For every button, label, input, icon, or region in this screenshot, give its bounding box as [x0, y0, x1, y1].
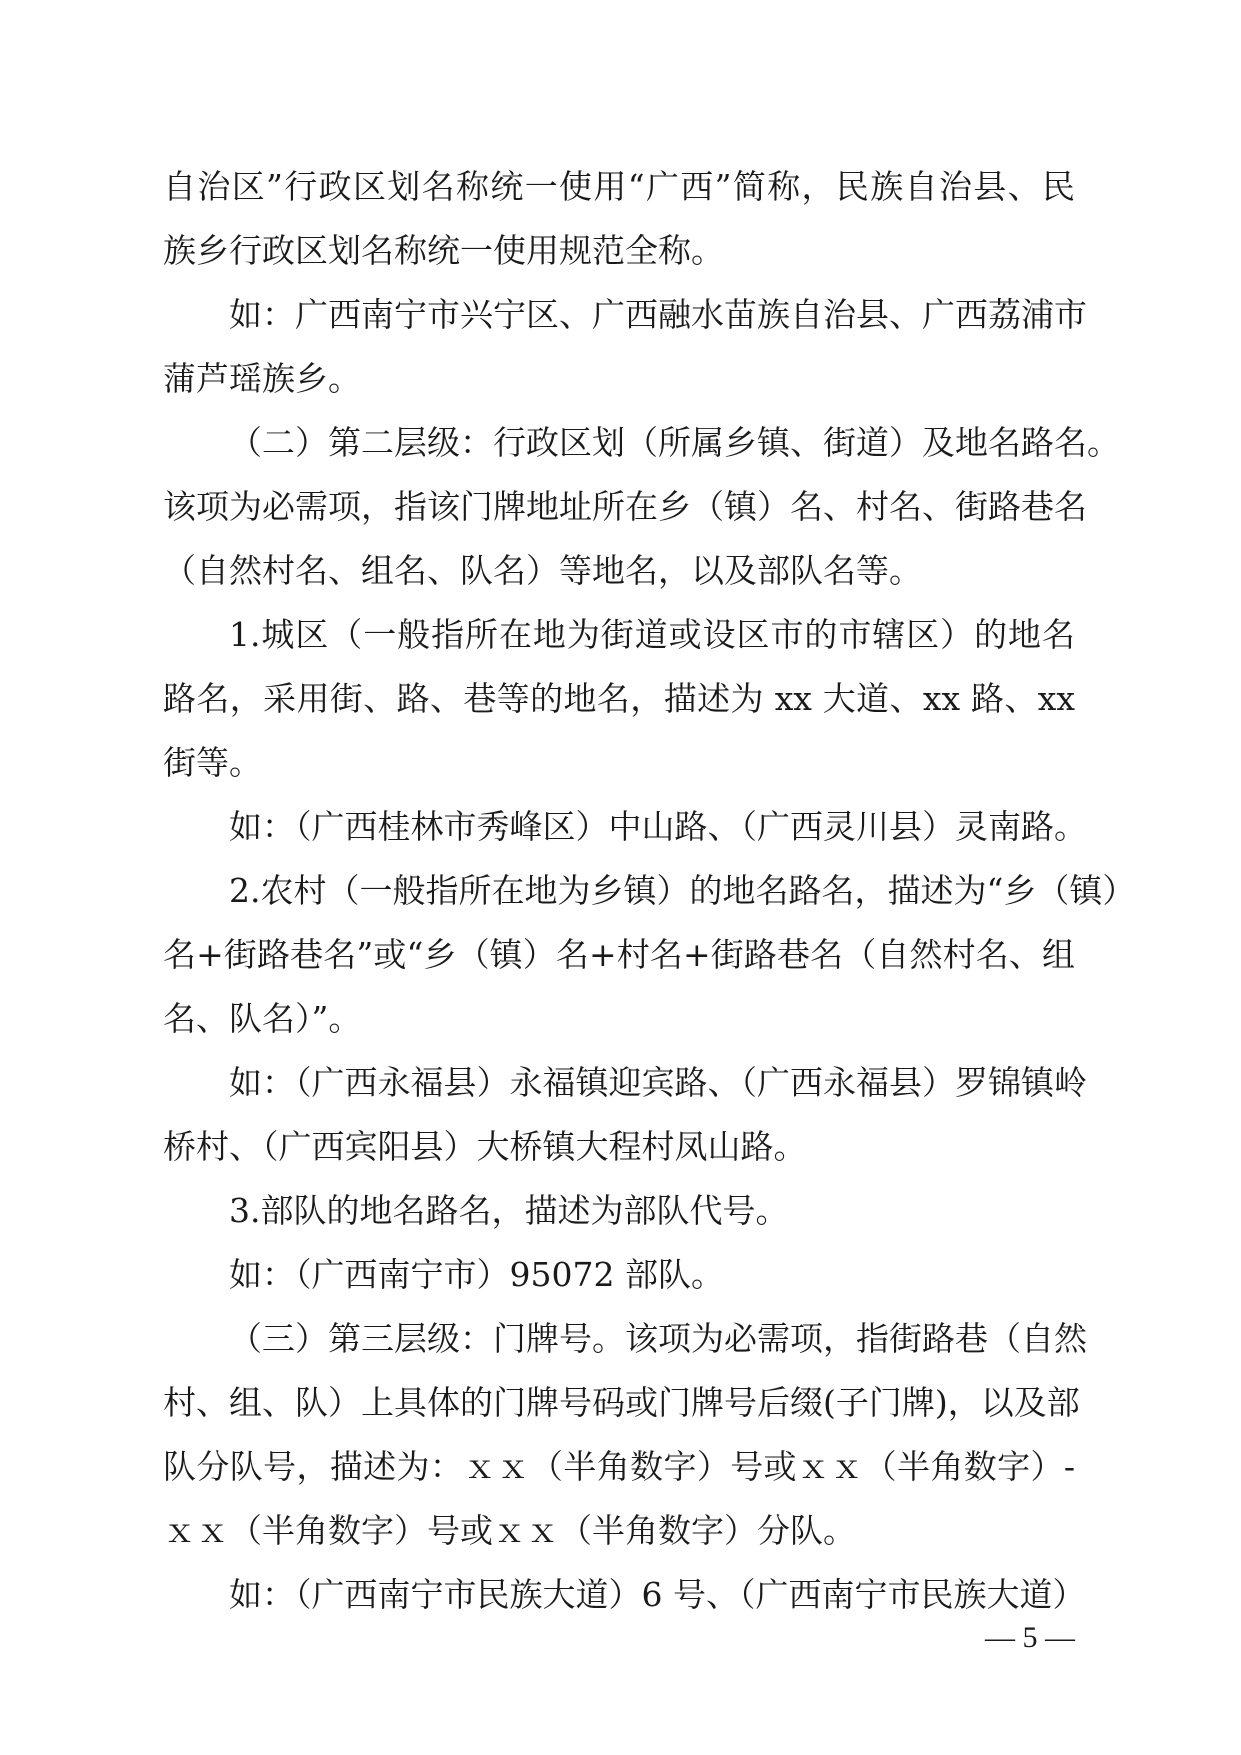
text-line: 队分队号，描述为：ｘｘ（半角数字）号或ｘｘ（半角数字）- — [163, 1447, 1075, 1486]
text-line: 2.农村（一般指所在地为乡镇）的地名路名，描述为“乡（镇） — [229, 871, 1136, 910]
document-body — [163, 155, 1136, 1627]
text-line: 桥村、（广西宾阳县）大桥镇大程村凤山路。 — [163, 1127, 807, 1166]
text-line: 村、组、队）上具体的门牌号码或门牌号后缀(子门牌)，以及部 — [163, 1383, 1080, 1422]
page-number: — 5 — — [985, 1621, 1075, 1654]
text-line: 路名，采用街、路、巷等的地名，描述为 xx 大道、xx 路、xx — [163, 679, 1075, 718]
text-line: （自然村名、组名、队名）等地名，以及部队名等。 — [163, 551, 922, 590]
text-line: 自治区”行政区划名称统一使用“广西”简称，民族自治县、民 — [163, 167, 1075, 206]
text-line: 如：（广西南宁市）95072 部队。 — [229, 1255, 724, 1294]
text-line: 族乡行政区划名称统一使用规范全称。 — [163, 231, 724, 270]
text-line: 街等。 — [163, 743, 262, 782]
text-line: 如：广西南宁市兴宁区、广西融水苗族自治县、广西荔浦市 — [229, 295, 1087, 334]
text-line: 如：（广西南宁市民族大道）6 号、（广西南宁市民族大道） — [229, 1575, 1086, 1614]
text-line: 1.城区（一般指所在地为街道或设区市的市辖区）的地名 — [229, 615, 1075, 654]
text-line: 如：（广西永福县）永福镇迎宾路、（广西永福县）罗锦镇岭 — [229, 1063, 1087, 1102]
section-heading-line: （三）第三层级：门牌号。该项为必需项，指街路巷（自然 — [229, 1319, 1087, 1358]
text-line: 如：（广西桂林市秀峰区）中山路、（广西灵川县）灵南路。 — [229, 807, 1087, 846]
text-line: 3.部队的地名路名，描述为部队代号。 — [229, 1191, 789, 1230]
text-line: 蒲芦瑶族乡。 — [163, 359, 361, 398]
text-line: ｘｘ（半角数字）号或ｘｘ（半角数字）分队。 — [163, 1511, 856, 1550]
text-line: 该项为必需项，指该门牌地址所在乡（镇）名、村名、街路巷名 — [163, 487, 1087, 526]
text-line: 名、队名）”。 — [163, 999, 362, 1038]
text-line: 名+街路巷名”或“乡（镇）名+村名+街路巷名（自然村名、组 — [163, 935, 1075, 974]
section-heading-line: （二）第二层级：行政区划（所属乡镇、街道）及地名路名。 — [229, 423, 1120, 462]
